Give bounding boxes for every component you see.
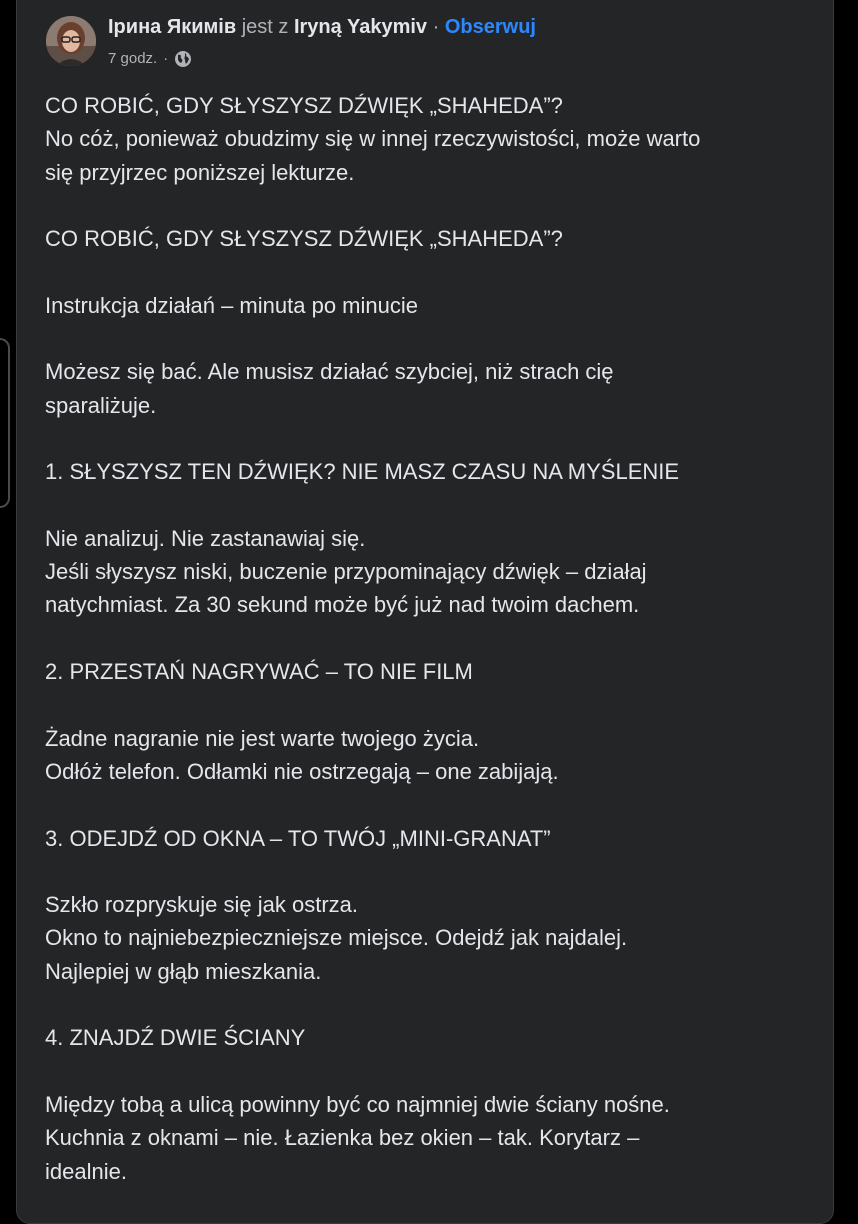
post-text-line: Odłóż telefon. Odłamki nie ostrzegają – one zabijają. [45, 758, 559, 784]
with-text: jest z [241, 16, 289, 38]
post-text-line: 1. SŁYSZYSZ TEN DŹWIĘK? NIE MASZ CZASU NA MYŚLENIE [45, 459, 680, 485]
post-text-line: natychmiast. Za 30 sekund może być już nad twoim dachem. [45, 592, 640, 618]
paragraph-gap [45, 322, 805, 355]
avatar-image [46, 16, 96, 66]
paragraph-gap [45, 422, 805, 455]
post-text-line: CO ROBIĆ, GDY SŁYSZYSZ DŹWIĘK „SHAHEDA”? [45, 93, 563, 118]
post-text-line: Między tobą a ulicą powinny być co najmniej dwie ściany nośne. [45, 1091, 670, 1117]
separator-dot: · [432, 16, 440, 38]
tagged-person[interactable]: Iryną Yakymiv [293, 16, 428, 38]
post-text-line: Nie analizuj. Nie zastanawiaj się. [45, 525, 366, 551]
follow-button[interactable]: Obserwuj [444, 16, 536, 38]
globe-icon[interactable] [174, 50, 192, 68]
post-text-line: sparaliżuje. [45, 392, 157, 418]
author-name[interactable]: Ірина Якимів [108, 16, 237, 38]
post-timestamp[interactable]: 7 godz. [108, 50, 158, 67]
post-text-line: Szkło rozpryskuje się jak ostrza. [45, 892, 358, 918]
paragraph-gap [45, 622, 805, 655]
side-scroll-handle[interactable] [0, 338, 10, 508]
author-line [108, 12, 808, 42]
post-text-line: się przyjrzec poniższej lekturze. [45, 159, 355, 185]
post-text-line: 2. PRZESTAŃ NAGRYWAĆ – TO NIE FILM [45, 659, 473, 685]
avatar[interactable] [46, 16, 96, 66]
post-text-line: 4. ZNAJDŹ DWIE ŚCIANY [45, 1025, 306, 1051]
paragraph-gap [45, 688, 805, 721]
post-text-line: 3. ODEJDŹ OD OKNA – TO TWÓJ „MINI-GRANAT” [45, 825, 551, 851]
post-body [45, 89, 805, 1188]
post-text-line: No cóż, ponieważ obudzimy się w innej rzeczywistości, może warto [45, 126, 701, 152]
post-header [46, 12, 806, 76]
meta-line [108, 49, 808, 69]
paragraph-gap [45, 1055, 805, 1088]
post-text-line: idealnie. [45, 1158, 127, 1184]
post-text-line: Możesz się bać. Ale musisz działać szybciej, niż strach cię [45, 359, 614, 385]
paragraph-gap [45, 189, 805, 222]
post-text-line: Żadne nagranie nie jest warte twojego życia. [45, 725, 480, 751]
post-text-line: Okno to najniebezpieczniejsze miejsce. Odejdź jak najdalej. [45, 925, 628, 951]
post-text-line: Kuchnia z oknami – nie. Łazienka bez okien – tak. Korytarz – [45, 1125, 640, 1151]
paragraph-gap [45, 489, 805, 522]
paragraph-gap [45, 788, 805, 821]
post-text-line: CO ROBIĆ, GDY SŁYSZYSZ DŹWIĘK „SHAHEDA”? [45, 226, 563, 252]
post-text-line: Najlepiej w głąb mieszkania. [45, 958, 322, 984]
post-text-line: Jeśli słyszysz niski, buczenie przypominający dźwięk – działaj [45, 559, 647, 585]
timestamp-separator: · [163, 50, 169, 67]
post-text-line: Instrukcja działań – minuta po minucie [45, 292, 418, 318]
paragraph-gap [45, 988, 805, 1021]
paragraph-gap [45, 255, 805, 288]
paragraph-gap [45, 855, 805, 888]
header-text [108, 12, 808, 69]
